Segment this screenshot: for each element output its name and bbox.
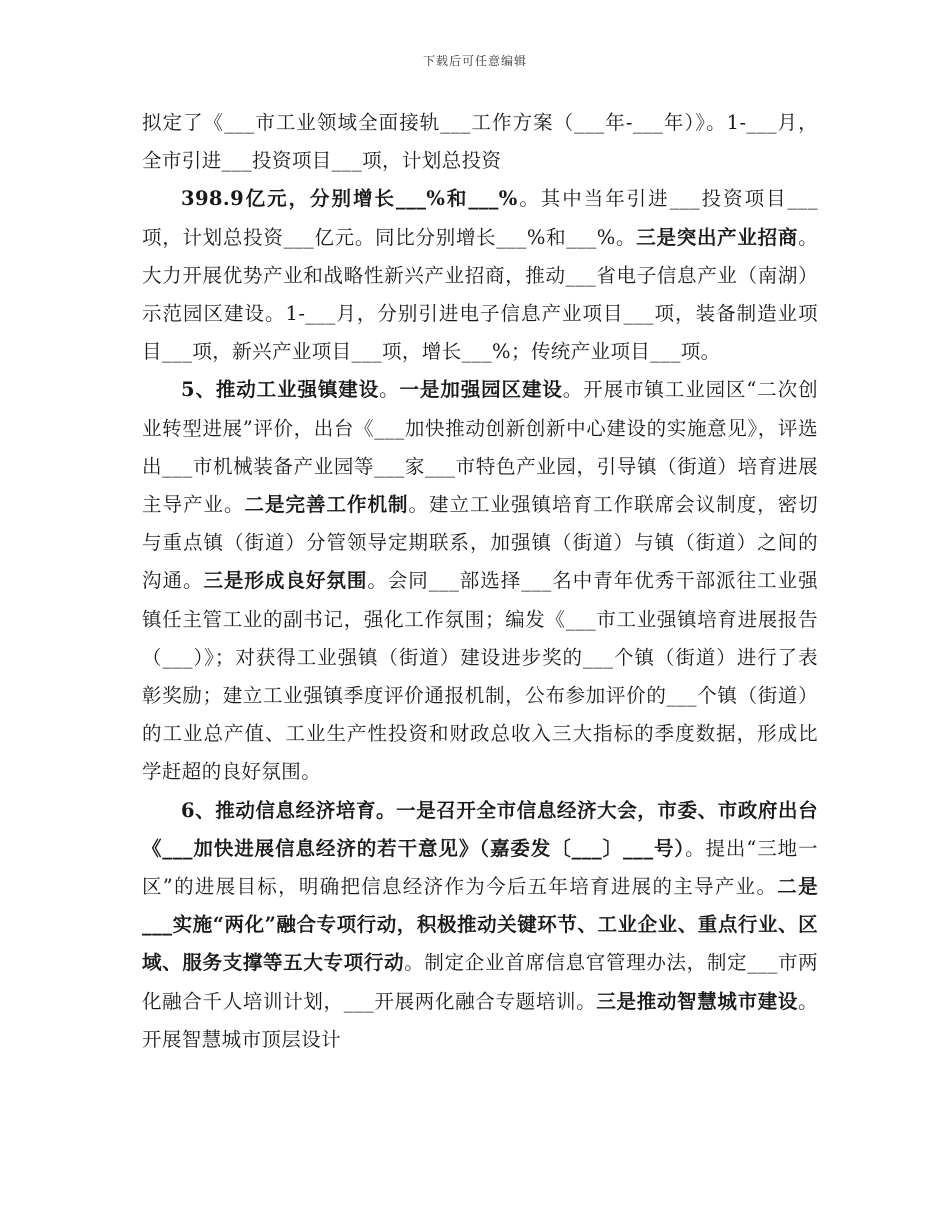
bold-text-run: 三是突出产业招商	[636, 225, 799, 249]
text-run: 。	[379, 378, 400, 402]
text-run: 。大力开展优势产业和战略性新兴产业招商，推动___省电子信息产业（南湖）示范园区建设。1-___月，分别引进电子信息产业项目___项，装备制造业项目___项，新兴产业项目___项，增长___%；传统产业项目___项。	[142, 225, 818, 364]
paragraph	[142, 104, 818, 180]
text-run: 。制定企业首席信息官管理办法，制定___市两化融合千人培训计划，___开展两化融合专题培训。	[142, 951, 818, 1013]
bold-text-run: 二是___实施“两化”融合专项行动，积极推动关键环节、工业企业、重点行业、区域、服务支撑等五大专项行动	[142, 875, 818, 975]
text-run: 。建立工业强镇培育工作联席会议制度，密切与重点镇（街道）分管领导定期联系，加强镇（街道）与镇（街道）之间的沟通。	[142, 493, 818, 593]
paragraph	[142, 180, 818, 371]
text-run: 。提出“三地一区”的进展目标，明确把信息经济作为今后五年培育进展的主导产业。	[142, 836, 818, 899]
bold-text-run: 三是形成良好氛围	[203, 569, 368, 593]
text-run: 。会同___部选择___名中青年优秀干部派往工业强镇任主管工业的副书记，强化工作氛围；编发《___市工业强镇培育进展报告（___）》；对获得工业强镇（街道）建设进步奖的___个镇（街道）进行了表彰奖励；建立工业强镇季度评价通报机制，公布参加评价的___个镇（街道）的工业总产值、工业生产性投资和财政总收入三大指标的季度数据，形成比学赶超的良好氛围。	[142, 569, 818, 784]
text-run: 。开展智慧城市顶层设计	[142, 989, 818, 1051]
text-run: 拟定了《___市工业领域全面接轨___工作方案（___年-___年）》。1-___月，全市引进___投资项目___项，计划总投资	[142, 111, 818, 173]
bold-text-run: 三是推动智慧城市建设	[596, 989, 799, 1013]
text-run: 。开展市镇工业园区“二次创业转型进展”评价，出台《___加快推动创新创新中心建设的实施意见》，评选出___市机械装备产业园等___家___市特色产业园，引导镇（街道）培育进展主导产业。	[142, 378, 819, 517]
page-header: 下载后可任意编辑	[422, 54, 527, 68]
bold-text-run: 一是加强园区建设	[399, 378, 563, 402]
bold-text-run: 6、推动信息经济培育。一是召开全市信息经济大会，市委、市政府出台《___加快进展信息经济的若干意见》（嘉委发〔___〕___号）	[142, 798, 818, 860]
bold-text-run: 398.9亿元，分别增长___%和___%	[181, 187, 518, 211]
paragraph	[142, 792, 818, 1059]
bold-text-run: 5、推动工业强镇建设	[181, 378, 380, 402]
document-body	[142, 104, 818, 1059]
bold-text-run: 二是完善工作机制	[244, 493, 409, 517]
paragraph	[142, 371, 818, 791]
text-run: 。其中当年引进___投资项目___项，计划总投资___亿元。同比分别增长___%和___%。	[142, 187, 818, 249]
